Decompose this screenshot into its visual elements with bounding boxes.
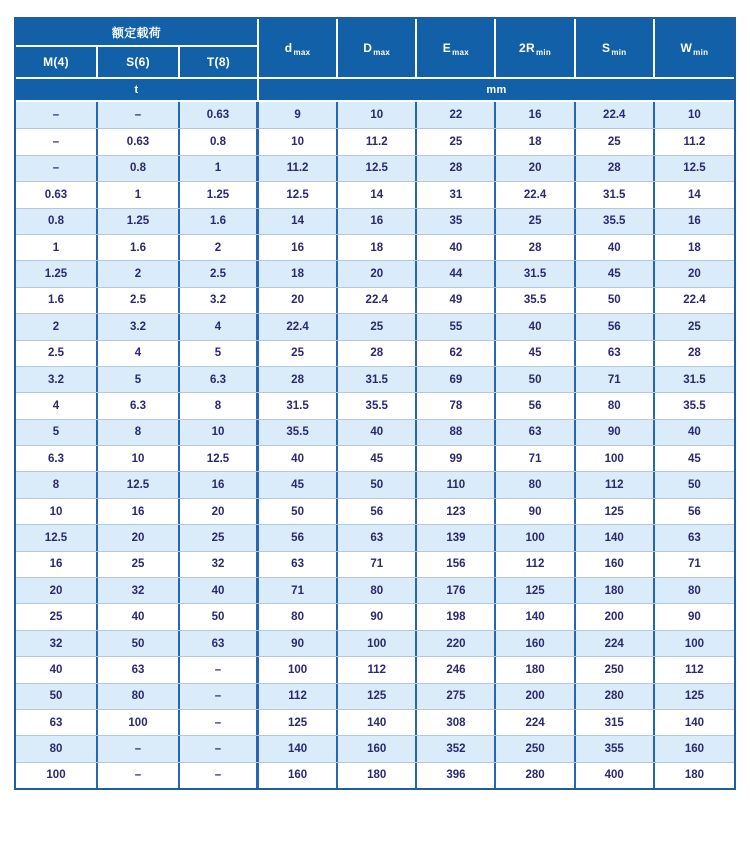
table-row [16, 498, 734, 524]
table-cell: 63 [98, 657, 180, 682]
table-cell: 80 [98, 684, 180, 709]
table-cell: 2.5 [16, 341, 98, 366]
table-cell: 20 [259, 288, 338, 313]
table-cell: 3.2 [16, 367, 98, 392]
table-cell: 35.5 [338, 393, 417, 418]
column-subscript: min [693, 47, 709, 57]
table-cell: 50 [16, 684, 98, 709]
table-cell: 125 [576, 499, 655, 524]
table-cell: 100 [98, 710, 180, 735]
table-cell: 14 [259, 209, 338, 234]
table-cell: 40 [180, 578, 259, 603]
table-cell: 35.5 [576, 209, 655, 234]
table-cell: 1.6 [98, 235, 180, 260]
table-cell: 40 [259, 446, 338, 471]
table-cell: 246 [417, 657, 496, 682]
table-cell: 25 [16, 604, 98, 629]
table-cell: 16 [259, 235, 338, 260]
table-row [16, 181, 734, 207]
table-cell: 396 [417, 763, 496, 788]
table-cell: 31.5 [338, 367, 417, 392]
table-cell: 20 [688, 268, 701, 281]
table-cell: 100 [684, 637, 704, 650]
table-cell: 12.5 [180, 446, 259, 471]
table-cell: 31.5 [259, 393, 338, 418]
table-cell: 35.5 [683, 399, 706, 412]
table-cell: 25 [338, 314, 417, 339]
table-cell: 18 [259, 261, 338, 286]
table-cell: 250 [496, 736, 575, 761]
table-cell: 14 [338, 182, 417, 207]
table-cell: 10 [180, 420, 259, 445]
table-cell: 112 [685, 663, 704, 676]
table-cell: 12.5 [98, 472, 180, 497]
table-cell: 5 [16, 420, 98, 445]
table-cell: 88 [417, 420, 496, 445]
table-cell: 32 [98, 578, 180, 603]
column-header-W-min [655, 19, 734, 79]
table-cell: 275 [417, 684, 496, 709]
table-cell: 0.8 [16, 209, 98, 234]
table-cell: 16 [688, 215, 701, 228]
table-cell: 4 [16, 393, 98, 418]
table-cell: 12.5 [16, 525, 98, 550]
table-cell: 10 [259, 129, 338, 154]
table-cell: 14 [688, 188, 701, 201]
table-cell: 40 [688, 426, 701, 439]
table-cell: 4 [180, 314, 259, 339]
table-cell: 22.4 [496, 182, 575, 207]
table-cell: 63 [16, 710, 98, 735]
table-cell: 0.8 [98, 156, 180, 181]
table-cell: 0.63 [180, 102, 259, 128]
table-cell: 2 [98, 261, 180, 286]
table-cell: 56 [576, 314, 655, 339]
table-cell: 12.5 [259, 182, 338, 207]
table-cell: 224 [496, 710, 575, 735]
table-row [16, 313, 734, 339]
table-row [16, 630, 734, 656]
table-cell: 224 [576, 631, 655, 656]
table-cell: 140 [684, 716, 704, 729]
table-cell: – [180, 684, 259, 709]
table-cell: 25 [180, 525, 259, 550]
table-cell: 1.25 [180, 182, 259, 207]
table-cell: 32 [180, 552, 259, 577]
table-cell: 2 [180, 235, 259, 260]
table-cell: 90 [259, 631, 338, 656]
table-cell: 2.5 [180, 261, 259, 286]
column-subscript: max [373, 47, 391, 57]
table-cell: 176 [417, 578, 496, 603]
table-cell: 40 [496, 314, 575, 339]
table-row [16, 656, 734, 682]
table-cell: 25 [259, 341, 338, 366]
table-cell: 63 [688, 531, 701, 544]
table-cell: 1.6 [180, 209, 259, 234]
column-symbol: D [363, 41, 373, 55]
table-cell: 18 [338, 235, 417, 260]
table-cell: 125 [338, 684, 417, 709]
table-cell: 400 [576, 763, 655, 788]
table-cell: 90 [688, 611, 701, 624]
table-cell: 6.3 [180, 367, 259, 392]
table-cell: 11.2 [338, 129, 417, 154]
table-cell: 35.5 [496, 288, 575, 313]
table-cell: 40 [16, 657, 98, 682]
table-cell: 125 [496, 578, 575, 603]
table-cell: 25 [688, 320, 701, 333]
table-cell: 69 [417, 367, 496, 392]
table-cell: 110 [417, 472, 496, 497]
table-cell: 280 [496, 763, 575, 788]
column-symbol: E [442, 41, 452, 55]
table-cell: 10 [16, 499, 98, 524]
table-cell: 112 [338, 657, 417, 682]
table-cell: 22.4 [683, 294, 706, 307]
table-cell: 56 [338, 499, 417, 524]
table-cell: 280 [576, 684, 655, 709]
table-cell: 198 [417, 604, 496, 629]
table-cell: 25 [576, 129, 655, 154]
table-cell: 71 [259, 578, 338, 603]
table-cell: 100 [16, 763, 98, 788]
table-row [16, 155, 734, 181]
table-cell: 125 [684, 690, 704, 703]
table-cell: 20 [338, 261, 417, 286]
table-cell: 44 [417, 261, 496, 286]
table-cell: 40 [98, 604, 180, 629]
table-cell: 8 [98, 420, 180, 445]
table-cell: 140 [259, 736, 338, 761]
column-header-s6: S(6) [98, 47, 180, 79]
table-cell: 56 [688, 505, 701, 518]
table-cell: 140 [576, 525, 655, 550]
column-subscript: max [293, 47, 311, 57]
table-row [16, 366, 734, 392]
table-cell: 16 [180, 472, 259, 497]
table-cell: 55 [417, 314, 496, 339]
column-header-S-min [576, 19, 655, 79]
table-cell: 20 [180, 499, 259, 524]
table-cell: 90 [338, 604, 417, 629]
table-cell: 160 [576, 552, 655, 577]
table-row [16, 471, 734, 497]
column-symbol: d [284, 41, 293, 55]
table-cell: 50 [98, 631, 180, 656]
table-cell: 28 [338, 341, 417, 366]
table-cell: 50 [688, 479, 701, 492]
table-cell: 63 [496, 420, 575, 445]
table-cell: 18 [496, 129, 575, 154]
table-cell: 80 [338, 578, 417, 603]
table-row [16, 419, 734, 445]
table-cell: 140 [496, 604, 575, 629]
table-row [16, 260, 734, 286]
table-cell: 180 [496, 657, 575, 682]
table-cell: 2.5 [98, 288, 180, 313]
table-cell: 56 [259, 525, 338, 550]
table-cell: 180 [576, 578, 655, 603]
table-cell: 4 [98, 341, 180, 366]
table-cell: 25 [417, 129, 496, 154]
table-cell: 8 [16, 472, 98, 497]
table-cell: 3.2 [98, 314, 180, 339]
table-cell: 100 [338, 631, 417, 656]
table-cell: – [98, 763, 180, 788]
table-cell: – [180, 736, 259, 761]
table-cell: 5 [98, 367, 180, 392]
table-cell: 1 [16, 235, 98, 260]
table-cell: 180 [684, 769, 704, 782]
table-cell: 45 [576, 261, 655, 286]
table-cell: 50 [259, 499, 338, 524]
table-cell: 80 [496, 472, 575, 497]
table-cell: 5 [180, 341, 259, 366]
table-cell: 90 [496, 499, 575, 524]
table-cell: 28 [417, 156, 496, 181]
table-cell: 112 [496, 552, 575, 577]
table-cell: 50 [338, 472, 417, 497]
table-cell: 220 [417, 631, 496, 656]
table-cell: 9 [259, 102, 338, 128]
table-cell: 16 [496, 102, 575, 128]
table-row [16, 551, 734, 577]
spec-table [14, 17, 736, 790]
table-cell: – [180, 657, 259, 682]
table-cell: 160 [496, 631, 575, 656]
table-cell: 125 [259, 710, 338, 735]
table-cell: 112 [259, 684, 338, 709]
column-header-t8: T(8) [180, 47, 259, 79]
table-cell: 49 [417, 288, 496, 313]
rated-load-header: 额定载荷 [16, 19, 259, 47]
table-cell: 1.25 [16, 261, 98, 286]
table-cell: 22.4 [338, 288, 417, 313]
column-subscript: min [535, 47, 552, 57]
table-cell: 250 [576, 657, 655, 682]
table-cell: 28 [576, 156, 655, 181]
table-cell: 0.8 [180, 129, 259, 154]
table-cell: 78 [417, 393, 496, 418]
table-cell: 71 [576, 367, 655, 392]
table-cell: 22.4 [576, 102, 655, 128]
table-cell: 22.4 [259, 314, 338, 339]
table-cell: 11.2 [683, 136, 706, 149]
table-cell: – [98, 736, 180, 761]
table-cell: 1.6 [16, 288, 98, 313]
table-cell: 3.2 [180, 288, 259, 313]
table-cell: 156 [417, 552, 496, 577]
table-cell: 16 [338, 209, 417, 234]
table-cell: 31.5 [576, 182, 655, 207]
table-row [16, 234, 734, 260]
table-cell: 139 [417, 525, 496, 550]
table-cell: 40 [338, 420, 417, 445]
table-cell: 2 [16, 314, 98, 339]
table-row [16, 287, 734, 313]
table-row [16, 577, 734, 603]
table-cell: 100 [576, 446, 655, 471]
table-cell: 200 [496, 684, 575, 709]
table-cell: 63 [180, 631, 259, 656]
table-cell: 56 [496, 393, 575, 418]
table-cell: 16 [98, 499, 180, 524]
table-cell: 31.5 [496, 261, 575, 286]
table-cell: 28 [496, 235, 575, 260]
table-cell: 123 [417, 499, 496, 524]
table-cell: 63 [576, 341, 655, 366]
column-header-d-max [259, 19, 338, 79]
table-cell: 40 [417, 235, 496, 260]
table-cell: 80 [259, 604, 338, 629]
table-cell: 100 [259, 657, 338, 682]
table-cell: – [98, 102, 180, 128]
table-cell: 20 [16, 578, 98, 603]
table-cell: 63 [259, 552, 338, 577]
table-cell: – [180, 763, 259, 788]
column-subscript: min [611, 47, 627, 57]
table-cell: 18 [688, 241, 701, 254]
table-cell: 200 [576, 604, 655, 629]
table-cell: 1.25 [98, 209, 180, 234]
dim-unit-cell: mm [259, 79, 734, 102]
table-cell: 35.5 [259, 420, 338, 445]
table-cell: 45 [338, 446, 417, 471]
table-cell: 45 [259, 472, 338, 497]
table-cell: 1 [98, 182, 180, 207]
table-row [16, 683, 734, 709]
table-cell: – [16, 102, 98, 128]
table-row [16, 128, 734, 154]
table-row [16, 392, 734, 418]
table-cell: 71 [688, 558, 701, 571]
table-cell: 160 [684, 743, 704, 756]
table-cell: 20 [98, 525, 180, 550]
table-cell: 63 [338, 525, 417, 550]
table-cell: 1 [180, 156, 259, 181]
table-cell: 31 [417, 182, 496, 207]
table-cell: 10 [98, 446, 180, 471]
table-cell: 112 [576, 472, 655, 497]
column-symbol: 2R [519, 41, 535, 55]
column-symbol: W [680, 41, 693, 55]
table-cell: 12.5 [683, 162, 706, 175]
table-cell: 35 [417, 209, 496, 234]
column-header-D-max [338, 19, 417, 79]
table-cell: 180 [338, 763, 417, 788]
table-cell: 8 [180, 393, 259, 418]
table-cell: 0.63 [16, 182, 98, 207]
table-row [16, 524, 734, 550]
table-cell: 315 [576, 710, 655, 735]
column-header-E-max [417, 19, 496, 79]
table-cell: – [16, 129, 98, 154]
table-cell: 32 [16, 631, 98, 656]
table-row [16, 603, 734, 629]
table-row [16, 445, 734, 471]
table-cell: 355 [576, 736, 655, 761]
table-cell: 16 [16, 552, 98, 577]
table-cell: 50 [180, 604, 259, 629]
table-cell: 11.2 [259, 156, 338, 181]
column-subscript: max [452, 47, 470, 57]
table-cell: – [180, 710, 259, 735]
table-header [16, 19, 734, 102]
table-cell: 6.3 [16, 446, 98, 471]
table-cell: 10 [688, 109, 701, 122]
table-cell: 31.5 [683, 373, 706, 386]
table-cell: 28 [688, 347, 701, 360]
table-cell: 25 [98, 552, 180, 577]
column-symbol: S [602, 41, 611, 55]
table-row [16, 709, 734, 735]
table-cell: 62 [417, 341, 496, 366]
column-header-m4: M(4) [16, 47, 98, 79]
table-cell: 140 [338, 710, 417, 735]
table-row [16, 340, 734, 366]
table-cell: 100 [496, 525, 575, 550]
table-cell: 308 [417, 710, 496, 735]
table-cell: 80 [688, 584, 701, 597]
table-cell: 28 [259, 367, 338, 392]
table-cell: 45 [688, 452, 701, 465]
table-cell: 50 [576, 288, 655, 313]
table-cell: 25 [496, 209, 575, 234]
table-body [16, 102, 734, 788]
column-header-2R-min [496, 19, 575, 79]
table-row [16, 208, 734, 234]
table-cell: 12.5 [338, 156, 417, 181]
table-cell: 50 [496, 367, 575, 392]
table-cell: 90 [576, 420, 655, 445]
table-cell: 160 [259, 763, 338, 788]
table-cell: 80 [576, 393, 655, 418]
table-cell: 20 [496, 156, 575, 181]
table-cell: 160 [338, 736, 417, 761]
table-row [16, 102, 734, 128]
table-cell: 45 [496, 341, 575, 366]
table-row [16, 762, 734, 788]
table-cell: 99 [417, 446, 496, 471]
load-unit-cell: t [16, 79, 259, 102]
table-row [16, 735, 734, 761]
table-cell: 10 [338, 102, 417, 128]
table-cell: 6.3 [98, 393, 180, 418]
table-cell: 71 [496, 446, 575, 471]
table-cell: 22 [417, 102, 496, 128]
table-cell: – [16, 156, 98, 181]
table-cell: 0.63 [98, 129, 180, 154]
table-cell: 80 [16, 736, 98, 761]
table-cell: 40 [576, 235, 655, 260]
table-cell: 71 [338, 552, 417, 577]
table-cell: 352 [417, 736, 496, 761]
